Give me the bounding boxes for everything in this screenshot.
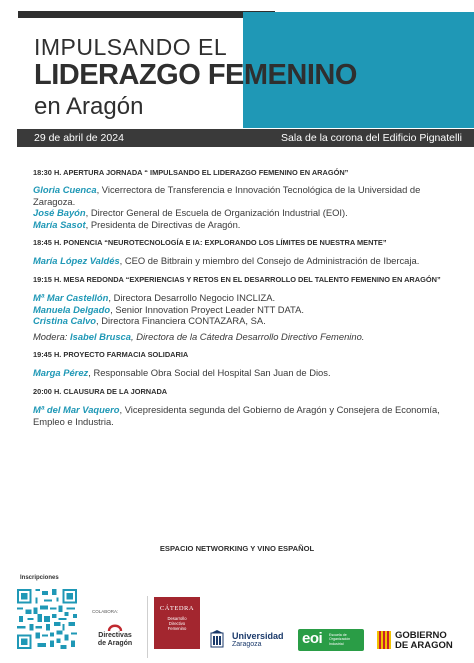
speaker-item [33, 255, 445, 267]
moderator-desc: , Directora de la Cátedra Desarrollo Directivo Femenino. [130, 330, 365, 342]
directivas-line1: Directivas [98, 632, 132, 639]
catedra-sub: Desarrollo Directivo Femenino [167, 616, 187, 631]
title-line-1: IMPULSANDO EL [34, 34, 228, 60]
catedra-logo [154, 597, 200, 649]
logo-separator [147, 596, 148, 658]
qr-code[interactable] [17, 589, 77, 649]
section-heading-closing: 20:00 H. CLAUSURA DE LA JORNADA [33, 386, 168, 396]
speaker-desc: , Vicerrectora de Transferencia e Innovación Tecnológica de la Universidad de Zaragoza. [33, 184, 421, 207]
program [33, 168, 445, 427]
speaker-name: Marga Pérez [33, 367, 89, 379]
speaker-desc: , Directora Desarrollo Negocio INCLIZA. [108, 291, 276, 303]
directivas-aragon-logo [92, 622, 138, 656]
speaker-item [33, 207, 445, 219]
unizar-line2: Zaragoza [232, 641, 262, 648]
eoi-text: eoi [302, 630, 323, 647]
speaker-name: María Sasot [33, 218, 86, 230]
speaker-desc: , Responsable Obra Social del Hospital San Juan de Dios. [88, 367, 331, 379]
speaker-item [33, 304, 445, 316]
date-venue-bar [17, 129, 474, 147]
speaker-desc: , Vicepresidenta segunda del Gobierno de Aragón y Consejera de Economía, Empleo e Industria. [33, 403, 440, 427]
eoi-logo [298, 629, 364, 651]
aragon-flag-icon [377, 631, 391, 649]
title-line-2: LIDERAZGO FEMENINO [34, 59, 357, 91]
speaker-name: Gloria Cuenca [33, 184, 97, 195]
section-heading-round-table: 19:15 H. MESA REDONDA “EXPERIENCIAS Y RETOS EN EL DESARROLLO DEL TALENTO FEMENINO EN ARAGÓN” [33, 274, 441, 284]
catedra-title: CÁTEDRA [159, 605, 195, 612]
gobierno-aragon-logo [377, 630, 467, 652]
speaker-item [33, 315, 445, 327]
speaker-name: Manuela Delgado [33, 303, 111, 315]
speaker-desc: , Director General de Escuela de Organización Industrial (EOI). [85, 207, 348, 219]
speaker-name: María López Valdés [33, 255, 120, 267]
event-date: 29 de abril de 2024 [34, 132, 124, 144]
speaker-name: Mª Mar Castellón [33, 291, 109, 303]
directivas-line2: de Aragón [97, 640, 133, 647]
speaker-desc: , Presidenta de Directivas de Aragón. [85, 218, 241, 230]
gobierno-line1: GOBIERNO [395, 630, 447, 641]
header-top-bar [18, 11, 275, 18]
speaker-item [33, 404, 445, 427]
moderator-name: Isabel Brusca [70, 330, 131, 342]
speaker-desc: , CEO de Bitbrain y miembro del Consejo de Administración de Ibercaja. [119, 255, 420, 267]
unizar-logo [210, 630, 290, 652]
moderator-item [33, 331, 445, 343]
section-heading-talk: 18:45 H. PONENCIA “NEUROTECNOLOGÍA E IA: EXPLORANDO LOS LÍMITES DE NUESTRA MENTE” [33, 238, 387, 248]
speaker-name: Cristina Calvo [33, 315, 97, 327]
unizar-line1: Universidad [232, 631, 284, 641]
gobierno-line2: DE ARAGON [395, 640, 453, 651]
speaker-item [33, 292, 445, 304]
directivas-emblem-icon [107, 622, 123, 632]
event-venue: Sala de la corona del Edificio Pignatelli [281, 132, 462, 144]
collaborates-label: COLABORA: [92, 609, 119, 614]
registration-label: Inscripciones [20, 575, 59, 581]
section-heading-opening: 18:30 H. APERTURA JORNADA “ IMPULSANDO EL LIDERAZGO FEMENINO EN ARAGÓN” [33, 168, 349, 177]
speaker-item [33, 184, 445, 207]
speaker-name: José Bayón [33, 207, 86, 219]
moderator-label: Modera: [33, 330, 70, 342]
title-line-3: en Aragón [34, 93, 144, 120]
networking-note: ESPACIO NETWORKING Y VINO ESPAÑOL [159, 544, 315, 553]
speaker-name: Mª del Mar Vaquero [33, 403, 120, 415]
speaker-item [33, 367, 445, 379]
speaker-desc: , Senior Innovation Proyect Leader NTT DATA. [110, 303, 304, 315]
eoi-sub: Escuela de Organización Industrial [329, 633, 351, 646]
section-heading-pharmacy: 19:45 H. PROYECTO FARMACIA SOLIDARIA [33, 350, 189, 360]
speaker-item [33, 219, 445, 231]
speaker-desc: , Directora Financiera CONTAZARA, SA. [96, 315, 266, 327]
unizar-crest-icon [210, 630, 224, 648]
